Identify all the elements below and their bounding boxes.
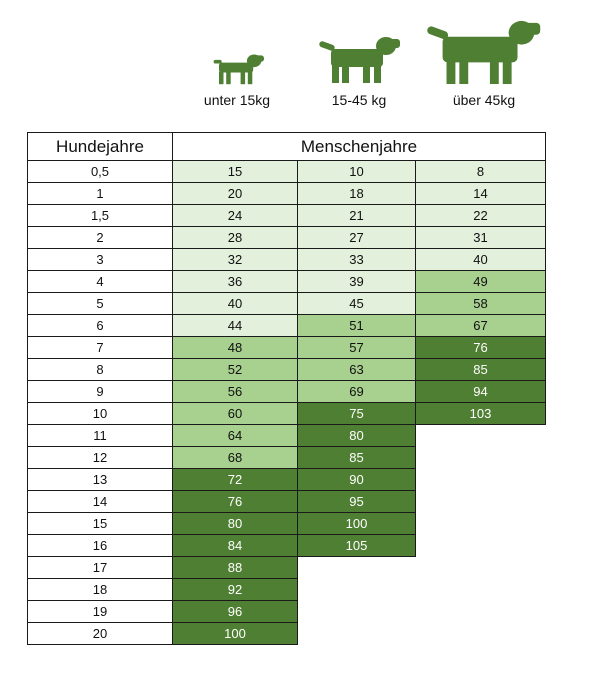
human-years-cell: 48: [173, 337, 298, 359]
table-row: [28, 557, 546, 579]
human-years-cell: 40: [173, 293, 298, 315]
empty-cell: [416, 447, 546, 469]
dog-years-cell: 7: [28, 337, 173, 359]
table-row: [28, 271, 546, 293]
human-years-cell: 52: [173, 359, 298, 381]
human-years-cell: 56: [173, 381, 298, 403]
human-years-cell: 76: [416, 337, 546, 359]
weight-class-label: über 45kg: [452, 92, 516, 108]
table-row: [28, 513, 546, 535]
human-years-cell: 24: [173, 205, 298, 227]
human-years-cell: 28: [173, 227, 298, 249]
dog-years-cell: 8: [28, 359, 173, 381]
human-years-cell: 103: [416, 403, 546, 425]
table-row: [28, 447, 546, 469]
header-human-years: Menschenjahre: [173, 133, 546, 161]
dog-years-cell: 9: [28, 381, 173, 403]
human-years-cell: 27: [298, 227, 416, 249]
table-row: [28, 381, 546, 403]
human-years-cell: 10: [298, 161, 416, 183]
table-row: [28, 183, 546, 205]
table-row: [28, 161, 546, 183]
human-years-cell: 18: [298, 183, 416, 205]
human-years-cell: 63: [298, 359, 416, 381]
dog-years-cell: 2: [28, 227, 173, 249]
empty-cell: [416, 601, 546, 623]
empty-cell: [298, 579, 416, 601]
human-years-cell: 100: [298, 513, 416, 535]
dog-years-cell: 0,5: [28, 161, 173, 183]
empty-cell: [416, 557, 546, 579]
table-row: [28, 249, 546, 271]
human-years-cell: 90: [298, 469, 416, 491]
human-years-cell: 21: [298, 205, 416, 227]
human-years-cell: 92: [173, 579, 298, 601]
human-years-cell: 94: [416, 381, 546, 403]
dog-years-cell: 4: [28, 271, 173, 293]
human-years-cell: 80: [173, 513, 298, 535]
table-body: [28, 161, 546, 645]
table-row: [28, 227, 546, 249]
human-years-cell: 67: [416, 315, 546, 337]
empty-cell: [416, 469, 546, 491]
human-years-cell: 33: [298, 249, 416, 271]
weight-class-small: [177, 0, 297, 125]
weight-class-label: 15-45 kg: [331, 92, 387, 108]
human-years-cell: 60: [173, 403, 298, 425]
table-row: [28, 535, 546, 557]
human-years-cell: 20: [173, 183, 298, 205]
human-years-cell: 100: [173, 623, 298, 645]
human-years-cell: 51: [298, 315, 416, 337]
weight-class-large: [424, 0, 544, 125]
small-dog-icon: [177, 50, 297, 86]
weight-class-header: [0, 0, 600, 125]
empty-cell: [416, 491, 546, 513]
human-years-cell: 85: [416, 359, 546, 381]
dog-years-cell: 1: [28, 183, 173, 205]
dog-years-cell: 11: [28, 425, 173, 447]
human-years-cell: 8: [416, 161, 546, 183]
empty-cell: [298, 601, 416, 623]
dog-years-cell: 19: [28, 601, 173, 623]
empty-cell: [298, 623, 416, 645]
human-years-cell: 58: [416, 293, 546, 315]
table-row: [28, 579, 546, 601]
human-years-cell: 14: [416, 183, 546, 205]
human-years-cell: 44: [173, 315, 298, 337]
table-row: [28, 293, 546, 315]
table-row: [28, 623, 546, 645]
empty-cell: [416, 513, 546, 535]
human-years-cell: 72: [173, 469, 298, 491]
human-years-cell: 49: [416, 271, 546, 293]
table-row: [28, 425, 546, 447]
table-row: [28, 205, 546, 227]
human-years-cell: 31: [416, 227, 546, 249]
weight-class-medium: [299, 0, 419, 125]
human-years-cell: 85: [298, 447, 416, 469]
empty-cell: [416, 623, 546, 645]
human-years-cell: 15: [173, 161, 298, 183]
human-years-cell: 36: [173, 271, 298, 293]
medium-dog-icon: [299, 33, 419, 85]
human-years-cell: 57: [298, 337, 416, 359]
table-row: [28, 469, 546, 491]
empty-cell: [416, 579, 546, 601]
human-years-cell: 75: [298, 403, 416, 425]
table-row: [28, 337, 546, 359]
dog-years-cell: 18: [28, 579, 173, 601]
table-header-row: [28, 133, 546, 161]
human-years-cell: 45: [298, 293, 416, 315]
human-years-cell: 88: [173, 557, 298, 579]
dog-years-cell: 13: [28, 469, 173, 491]
human-years-cell: 96: [173, 601, 298, 623]
human-years-cell: 105: [298, 535, 416, 557]
dog-years-cell: 10: [28, 403, 173, 425]
human-years-cell: 84: [173, 535, 298, 557]
table-row: [28, 359, 546, 381]
table-row: [28, 601, 546, 623]
empty-cell: [416, 535, 546, 557]
human-years-cell: 40: [416, 249, 546, 271]
human-years-cell: 39: [298, 271, 416, 293]
dog-years-cell: 5: [28, 293, 173, 315]
dog-age-table: [27, 132, 546, 645]
human-years-cell: 76: [173, 491, 298, 513]
empty-cell: [298, 557, 416, 579]
dog-years-cell: 15: [28, 513, 173, 535]
empty-cell: [416, 425, 546, 447]
dog-years-cell: 1,5: [28, 205, 173, 227]
dog-years-cell: 3: [28, 249, 173, 271]
dog-years-cell: 20: [28, 623, 173, 645]
table-row: [28, 403, 546, 425]
dog-years-cell: 12: [28, 447, 173, 469]
human-years-cell: 80: [298, 425, 416, 447]
human-years-cell: 32: [173, 249, 298, 271]
dog-years-cell: 14: [28, 491, 173, 513]
header-dog-years: Hundejahre: [28, 133, 173, 161]
human-years-cell: 68: [173, 447, 298, 469]
dog-years-cell: 17: [28, 557, 173, 579]
human-years-cell: 69: [298, 381, 416, 403]
dog-years-cell: 16: [28, 535, 173, 557]
human-years-cell: 22: [416, 205, 546, 227]
human-years-cell: 95: [298, 491, 416, 513]
table-row: [28, 315, 546, 337]
dog-years-cell: 6: [28, 315, 173, 337]
large-dog-icon: [424, 15, 544, 86]
human-years-cell: 64: [173, 425, 298, 447]
table-row: [28, 491, 546, 513]
weight-class-label: unter 15kg: [203, 92, 271, 108]
